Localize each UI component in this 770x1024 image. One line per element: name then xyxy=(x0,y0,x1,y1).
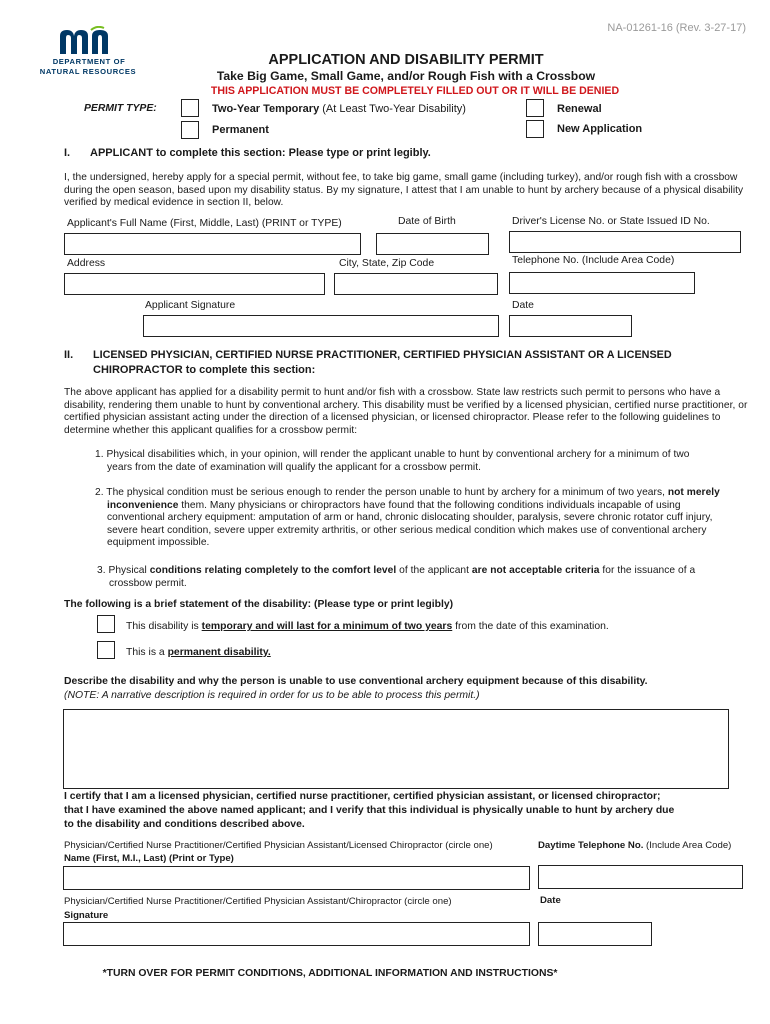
applicant-name-input[interactable] xyxy=(64,233,361,255)
footer-note: *TURN OVER FOR PERMIT CONDITIONS, ADDITIONAL INFORMATION AND INSTRUCTIONS* xyxy=(102,968,558,979)
physician-signature-label-line2: Signature xyxy=(64,910,109,921)
permit-type-label: PERMIT TYPE: xyxy=(84,103,157,114)
physician-name-label-line2: Name (First, M.I., Last) (Print or Type) xyxy=(64,853,234,864)
section1-paragraph: I, the undersigned, hereby apply for a special permit, without fee, to take big game, small game (including turkey), and/or rough fish with a crossbow during the open season, based upon my disability status. By my signature, I attest that I am unable to hunt by archery because of a physical disability verified by medical evidence in section II, below. xyxy=(64,172,744,209)
address-input[interactable] xyxy=(64,273,325,295)
disability-description-textarea[interactable] xyxy=(63,709,729,789)
certify-line1: I certify that I am a licensed physician, certified nurse practitioner, certified physician assistant, or licensed chiropractor; xyxy=(64,791,661,802)
daytime-telephone-input[interactable] xyxy=(538,865,743,889)
page-title: APPLICATION AND DISABILITY PERMIT xyxy=(268,52,544,68)
daytime-telephone-label: Daytime Telephone No. (Include Area Code) xyxy=(538,840,732,851)
applicant-date-input[interactable] xyxy=(509,315,632,337)
physician-signature-label-line1: Physician/Certified Nurse Practitioner/Certified Physician Assistant/Chiropractor (circle one) xyxy=(64,896,452,907)
new-application-label: New Application xyxy=(557,123,643,135)
applicant-date-label: Date xyxy=(512,300,534,311)
section2-paragraph: The above applicant has applied for a disability permit to hunt and/or fish with a crossbow. State law restricts such permit to persons who have a disability, rendering them unable to hunt by conventional archery. This disability must be verified by a licensed physician, certified nurse practitioner, or certified physician assistant acting under the direction of a licensed physician, or licensed chiropractor. Please refer to the following guidelines to determine whether this applicant qualifies for a crossbow permit: xyxy=(64,387,748,436)
telephone-input[interactable] xyxy=(509,272,695,294)
license-label: Driver's License No. or State Issued ID No. xyxy=(512,216,710,227)
section1-number: I. xyxy=(64,147,71,159)
applicant-name-label: Applicant's Full Name (First, Middle, Last) (PRINT or TYPE) xyxy=(67,218,342,229)
two-year-temporary-label: Two-Year Temporary (At Least Two-Year Disability) xyxy=(212,103,466,115)
section2-heading-line1: LICENSED PHYSICIAN, CERTIFIED NURSE PRACTITIONER, CERTIFIED PHYSICIAN ASSISTANT OR A LICENSED xyxy=(93,349,672,361)
physician-signature-input[interactable] xyxy=(63,922,530,946)
certify-line3: to the disability and conditions described above. xyxy=(64,819,305,830)
telephone-label: Telephone No. (Include Area Code) xyxy=(512,255,675,266)
renewal-checkbox[interactable] xyxy=(526,99,544,117)
new-application-checkbox[interactable] xyxy=(526,120,544,138)
physician-date-input[interactable] xyxy=(538,922,652,946)
city-input[interactable] xyxy=(334,273,498,295)
temporary-disability-checkbox[interactable] xyxy=(97,615,115,633)
permanent-checkbox[interactable] xyxy=(181,121,199,139)
dob-label: Date of Birth xyxy=(398,216,456,227)
physician-date-label: Date xyxy=(540,895,561,906)
section2-heading-line2: CHIROPRACTOR to complete this section: xyxy=(93,364,316,376)
statement-heading: The following is a brief statement of the disability: (Please type or print legibly) xyxy=(64,599,454,610)
form-number: NA-01261-16 (Rev. 3-27-17) xyxy=(607,22,746,34)
guideline-1: 1. Physical disabilities which, in your opinion, will render the applicant unable to hunt by conventional archery for a minimum of two years from the date of examination will qualify the applicant for a crossbow permit. xyxy=(95,449,690,473)
renewal-label: Renewal xyxy=(557,103,602,115)
describe-note: (NOTE: A narrative description is required in order for us to be able to process this permit.) xyxy=(64,690,480,701)
physician-name-input[interactable] xyxy=(63,866,530,890)
applicant-signature-input[interactable] xyxy=(143,315,499,337)
describe-heading: Describe the disability and why the person is unable to use conventional archery equipment because of this disability. xyxy=(64,676,648,687)
permanent-disability-checkbox[interactable] xyxy=(97,641,115,659)
section2-number: II. xyxy=(64,349,74,361)
permanent-disability-label: This is a permanent disability. xyxy=(126,647,271,658)
dob-input[interactable] xyxy=(376,233,489,255)
physician-name-label-line1: Physician/Certified Nurse Practitioner/Certified Physician Assistant/Licensed Chiropractor (circle one) xyxy=(64,840,493,851)
license-input[interactable] xyxy=(509,231,741,253)
warning-text: THIS APPLICATION MUST BE COMPLETELY FILLED OUT OR IT WILL BE DENIED xyxy=(210,85,620,97)
temporary-disability-label: This disability is temporary and will last for a minimum of two years from the date of this examination. xyxy=(126,621,609,632)
guideline-2: 2. The physical condition must be serious enough to render the person unable to hunt by archery for a minimum of two years, not merely inconvenience them. Many physicians or chiropractors have found that the following conditions individuals incapable of using conventional archery equipment: amputation of arm or hand, chronic dislocating shoulder, paralysis, severe chronic rotator cuff injury, severe heart condition, severe upper extremity arthritis, or other serious medical condition which makes use of conventional archery equipment impossible. xyxy=(95,487,720,549)
logo-line2: NATURAL RESOURCES xyxy=(39,67,137,76)
two-year-temporary-checkbox[interactable] xyxy=(181,99,199,117)
guideline-3: 3. Physical conditions relating completely to the comfort level of the applicant are not acceptable criteria for the issuance of a crossbow permit. xyxy=(97,565,696,589)
section1-heading: APPLICANT to complete this section: Please type or print legibly. xyxy=(90,147,431,159)
logo-line1: DEPARTMENT OF xyxy=(52,57,126,66)
address-label: Address xyxy=(67,258,106,269)
certify-line2: that I have examined the above named applicant; and I verify that this individual is physically unable to hunt by archery due xyxy=(64,805,675,816)
city-label: City, State, Zip Code xyxy=(339,258,435,269)
permanent-label: Permanent xyxy=(212,124,269,136)
page-subtitle: Take Big Game, Small Game, and/or Rough Fish with a Crossbow xyxy=(216,69,596,83)
applicant-signature-label: Applicant Signature xyxy=(145,300,236,311)
